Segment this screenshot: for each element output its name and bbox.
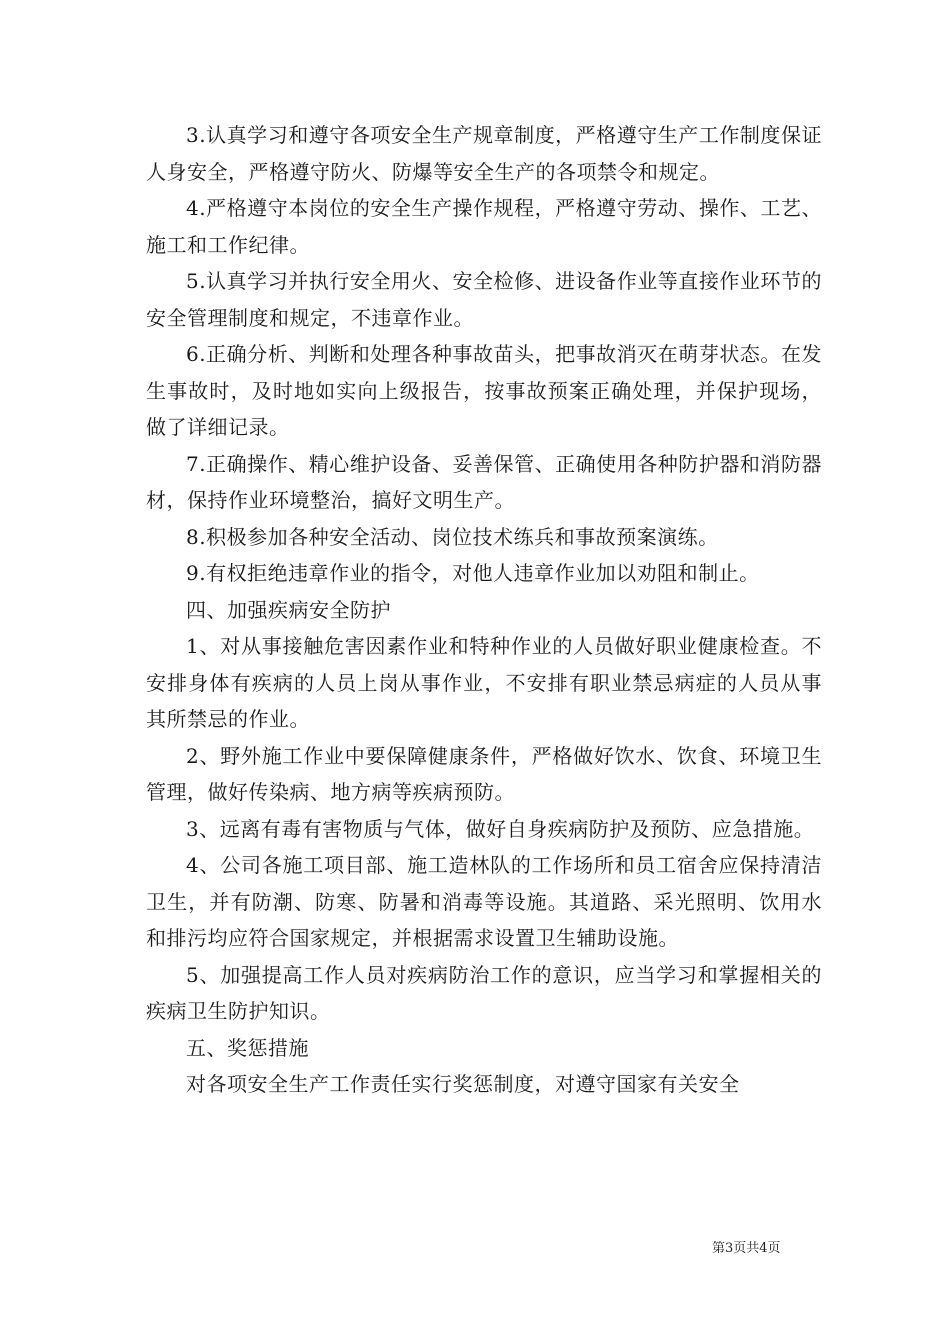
paragraph-health-1: 1、对从事接触危害因素作业和特种作业的人员做好职业健康检查。不安排身体有疾病的人员上岗从事作业，不安排有职业禁忌病症的人员从事其所禁忌的作业。 [146,634,822,731]
paragraph-rule-6: 6.正确分析、判断和处理各种事故苗头，把事故消灭在萌芽状态。在发生事故时，及时地如实向上级报告，按事故预案正确处理，并保护现场，做了详细记录。 [146,342,822,439]
paragraph-health-4: 4、公司各施工项目部、施工造林队的工作场所和员工宿舍应保持清洁卫生，并有防潮、防寒、防暑和消毒等设施。其道路、采光照明、饮用水和排污均应符合国家规定，并根据需求设置卫生辅助设施。 [146,853,822,950]
paragraph-rule-4: 4.严格遵守本岗位的安全生产操作规程，严格遵守劳动、操作、工艺、施工和工作纪律。 [146,196,822,257]
paragraph-rule-9: 9.有权拒绝违章作业的指令，对他人违章作业加以劝阻和制止。 [186,561,760,585]
paragraph-rule-7: 7.正确操作、精心维护设备、妥善保管、正确使用各种防护器和消防器材，保持作业环境整治，搞好文明生产。 [146,451,822,512]
page-number: 第3页共4页 [712,1241,781,1256]
paragraph-health-5: 5、加强提高工作人员对疾病防治工作的意识，应当学习和掌握相关的疾病卫生防护知识。 [146,962,822,1023]
section-heading-5: 五、奖惩措施 [186,1035,309,1060]
section-heading-4: 四、加强疾病安全防护 [186,597,391,622]
paragraph-rule-5: 5.认真学习并执行安全用火、安全检修、进设备作业等直接作业环节的安全管理制度和规定，不违章作业。 [146,269,822,330]
paragraph-health-2: 2、野外施工作业中要保障健康条件，严格做好饮水、饮食、环境卫生管理，做好传染病、地方病等疾病预防。 [146,743,822,804]
paragraph-health-3: 3、远离有毒有害物质与气体，做好自身疾病防护及预防、应急措施。 [186,816,815,841]
paragraph-rule-3: 3.认真学习和遵守各项安全生产规章制度，严格遵守生产工作制度保证人身安全，严格遵守防火、防爆等安全生产的各项禁令和规定。 [146,123,822,184]
paragraph-rule-8: 8.积极参加各种安全活动、岗位技术练兵和事故预案演练。 [186,524,719,549]
document-body [146,117,822,1103]
paragraph-rewards: 对各项安全生产工作责任实行奖惩制度，对遵守国家有关安全 [186,1072,740,1096]
